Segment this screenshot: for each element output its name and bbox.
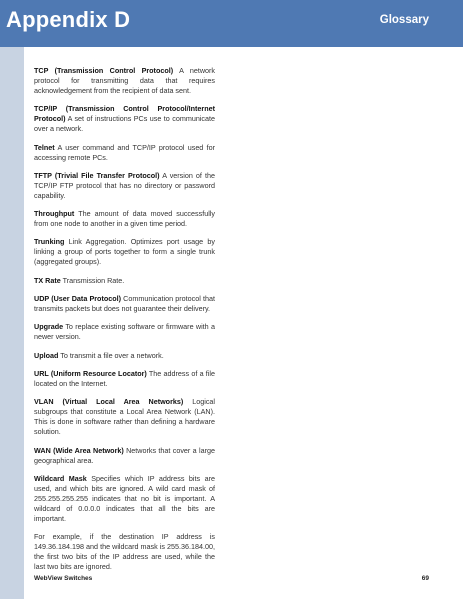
glossary-entry	[34, 276, 215, 286]
glossary-definition: A version of the TCP/IP FTP protocol that has no directory or password capability.	[34, 170, 215, 200]
glossary-term: Upgrade	[34, 322, 64, 332]
glossary-term: UDP (User Data Protocol)	[34, 294, 122, 304]
glossary-term: TX Rate	[34, 275, 61, 285]
glossary-entry	[34, 351, 215, 361]
glossary-term: Upload	[34, 350, 59, 360]
glossary-entry	[34, 104, 215, 134]
glossary-term: Trunking	[34, 237, 65, 247]
glossary-term: TCP/IP (Transmission Control Protocol/Internet Protocol)	[34, 104, 215, 124]
glossary-term: TFTP (Trivial File Transfer Protocol)	[34, 170, 160, 180]
glossary-list	[34, 66, 215, 580]
glossary-entry	[34, 237, 215, 267]
page-title: Appendix D	[6, 7, 131, 32]
glossary-definition: A network protocol for transmitting data that requires acknowledgement from the recipient of data sent.	[34, 66, 215, 95]
glossary-term: TCP (Transmission Control Protocol)	[34, 66, 174, 75]
glossary-entry	[34, 474, 215, 524]
header-bar	[0, 0, 463, 47]
glossary-term: URL (Uniform Resource Locator)	[34, 368, 147, 378]
glossary-entry	[34, 66, 215, 96]
glossary-definition: To replace existing software or firmware with a newer version.	[34, 322, 215, 342]
glossary-term: Telnet	[34, 142, 55, 152]
glossary-definition: Networks that cover a large geographical area.	[34, 445, 215, 465]
glossary-definition: Logical subgroups that constitute a Local Area Network (LAN). This is done in software rather than defining a hardware solution.	[34, 397, 216, 437]
example-paragraph: For example, if the destination IP address is 149.36.184.198 and the wildcard mask is 255.36.184.00, the first two bits of the IP address are used, while the last two bits are ignored.	[34, 532, 215, 572]
footer-product-name: WebView Switches	[34, 575, 93, 582]
glossary-definition: Link Aggregation. Optimizes port usage by linking a group of ports together to form a single trunk (aggregated groups).	[34, 237, 215, 267]
glossary-term: VLAN (Virtual Local Area Networks)	[34, 397, 184, 407]
glossary-entry	[34, 171, 215, 201]
glossary-entry	[34, 294, 215, 314]
glossary-definition: Specifies which IP address bits are used, and which bits are ignored. A wild card mask of 255.255.255.255 indicates that no bit is important. A wildcard of 0.0.0.0 indicates that all the bits are important.	[34, 473, 215, 523]
glossary-term: WAN (Wide Area Network)	[34, 445, 124, 455]
page-number: 69	[421, 575, 429, 582]
glossary-definition: A user command and TCP/IP protocol used for accessing remote PCs.	[34, 142, 215, 162]
section-title: Glossary	[379, 14, 429, 26]
glossary-entry	[34, 369, 215, 389]
side-bar	[0, 47, 24, 599]
glossary-definition: The address of a file located on the Internet.	[34, 368, 215, 388]
glossary-entry	[34, 143, 215, 163]
glossary-definition: A set of instructions PCs use to communicate over a network.	[34, 114, 215, 134]
glossary-entry	[34, 322, 215, 342]
glossary-definition: Communication protocol that transmits packets but does not guarantee their delivery.	[34, 294, 215, 314]
glossary-definition: Transmission Rate.	[62, 275, 125, 285]
glossary-term: Wildcard Mask	[34, 473, 87, 483]
glossary-definition: The amount of data moved successfully from one node to another in a given time period.	[34, 209, 215, 229]
glossary-definition: To transmit a file over a network.	[60, 350, 164, 360]
glossary-entry	[34, 209, 215, 229]
glossary-term: Throughput	[34, 209, 75, 219]
glossary-entry	[34, 446, 215, 466]
glossary-entry	[34, 397, 215, 437]
